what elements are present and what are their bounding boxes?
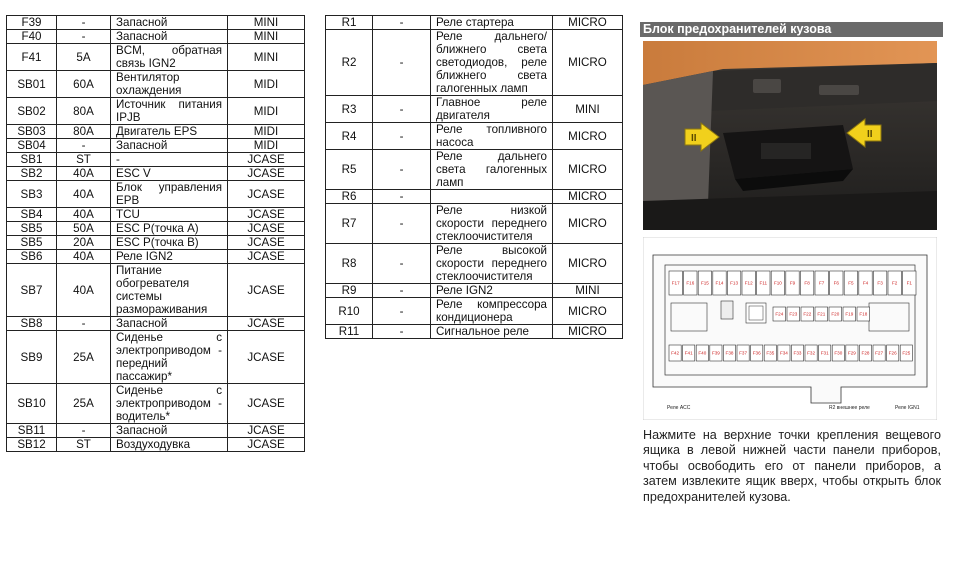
glovebox-photo	[643, 41, 937, 230]
fuse-slot-label: F12	[744, 280, 753, 286]
fuse-type-cell: JCASE	[228, 250, 305, 264]
fuse-type-cell: JCASE	[228, 331, 305, 384]
relay-type-cell: MINI	[553, 284, 623, 298]
relay-table-right	[325, 15, 623, 339]
relay-row	[326, 298, 623, 325]
relay-desc-cell: Сигнальное реле	[431, 325, 553, 339]
fuse-id-cell: SB8	[7, 317, 57, 331]
fuse-row	[7, 250, 305, 264]
fuse-amp-cell: -	[57, 139, 111, 153]
fuse-id-cell: SB03	[7, 125, 57, 139]
relay-row	[326, 16, 623, 30]
relay-type-cell: MICRO	[553, 298, 623, 325]
fuse-box-diagram	[643, 237, 937, 420]
fuse-slot-label: F11	[759, 280, 768, 286]
fuse-slot-label: F22	[803, 311, 812, 317]
relay-id-cell: R3	[326, 96, 373, 123]
relay-type-cell: MICRO	[553, 325, 623, 339]
fuse-row	[7, 167, 305, 181]
relay-desc-cell: Реле топливного насоса	[431, 123, 553, 150]
fuse-desc-cell: BCM, обратная связь IGN2	[111, 44, 228, 71]
fuse-slot-label: F34	[779, 350, 788, 356]
relay-desc-cell: Реле компрессора кондиционера	[431, 298, 553, 325]
fuse-id-cell: SB1	[7, 153, 57, 167]
fuse-type-cell: MIDI	[228, 98, 305, 125]
fuse-amp-cell: -	[57, 424, 111, 438]
fuse-row	[7, 331, 305, 384]
fuse-type-cell: JCASE	[228, 236, 305, 250]
fuse-amp-cell: 80A	[57, 98, 111, 125]
fuse-table-left	[6, 15, 305, 452]
relay-amp-cell: -	[373, 16, 431, 30]
relay-desc-cell: Реле дальнего/ближнего света светодиодов, реле ближнего света галогенных ламп	[431, 30, 553, 96]
relay-row	[326, 190, 623, 204]
fuse-id-cell: SB4	[7, 208, 57, 222]
label-acc-relay: Реле ACC	[667, 405, 691, 411]
fuse-id-cell: SB11	[7, 424, 57, 438]
fuse-type-cell: JCASE	[228, 384, 305, 424]
fuse-slot-label: F16	[686, 280, 695, 286]
relay-id-cell: R4	[326, 123, 373, 150]
fuse-slot-label: F25	[902, 350, 911, 356]
fuse-amp-cell: 50A	[57, 222, 111, 236]
fuse-type-cell: MIDI	[228, 125, 305, 139]
fuse-desc-cell: Источник питания IPJB	[111, 98, 228, 125]
svg-text:II: II	[867, 129, 873, 140]
fuse-slot-label: F7	[819, 280, 825, 286]
fuse-slot-label: F20	[831, 311, 840, 317]
fuse-row	[7, 236, 305, 250]
relay-id-cell: R2	[326, 30, 373, 96]
fuse-type-cell: JCASE	[228, 153, 305, 167]
relay-row	[326, 96, 623, 123]
fuse-row	[7, 153, 305, 167]
fuse-id-cell: SB2	[7, 167, 57, 181]
label-ign1-relay: Реле IGN1	[895, 405, 920, 411]
relay-id-cell: R5	[326, 150, 373, 190]
fuse-slot-label: F33	[793, 350, 802, 356]
relay-row	[326, 150, 623, 190]
fuse-slot-label: F29	[847, 350, 856, 356]
fuse-type-cell: MIDI	[228, 139, 305, 153]
fuse-id-cell: SB12	[7, 438, 57, 452]
relay-desc-cell: Реле низкой скорости переднего стеклоочистителя	[431, 204, 553, 244]
fuse-row	[7, 264, 305, 317]
fuse-desc-cell: Воздуходувка	[111, 438, 228, 452]
fuse-desc-cell: TCU	[111, 208, 228, 222]
relay-id-cell: R10	[326, 298, 373, 325]
relay-id-cell: R8	[326, 244, 373, 284]
fuse-row	[7, 44, 305, 71]
fuse-amp-cell: -	[57, 317, 111, 331]
relay-amp-cell: -	[373, 96, 431, 123]
relay-type-cell: MICRO	[553, 150, 623, 190]
relay-amp-cell: -	[373, 244, 431, 284]
fuse-slot-label: F6	[833, 280, 839, 286]
fuse-id-cell: F41	[7, 44, 57, 71]
fuse-slot-label: F19	[845, 311, 854, 317]
fuse-slot-label: F8	[804, 280, 810, 286]
relay-row	[326, 325, 623, 339]
fuse-slot-label: F40	[698, 350, 707, 356]
relay-id-cell: R1	[326, 16, 373, 30]
fuse-amp-cell: -	[57, 30, 111, 44]
fuse-amp-cell: 20A	[57, 236, 111, 250]
relay-id-cell: R11	[326, 325, 373, 339]
fuse-amp-cell: ST	[57, 438, 111, 452]
fuse-slot-label: F27	[875, 350, 884, 356]
fuse-id-cell: SB9	[7, 331, 57, 384]
fuse-slot-label: F3	[877, 280, 883, 286]
fuse-slot-label: F23	[789, 311, 798, 317]
fuse-type-cell: JCASE	[228, 181, 305, 208]
fuse-slot-label: F26	[888, 350, 897, 356]
fuse-desc-cell: Запасной	[111, 139, 228, 153]
relay-row	[326, 123, 623, 150]
fuse-slot-label: F10	[773, 280, 782, 286]
fuse-amp-cell: 40A	[57, 264, 111, 317]
fuse-id-cell: SB3	[7, 181, 57, 208]
fuse-row	[7, 384, 305, 424]
fuse-type-cell: JCASE	[228, 208, 305, 222]
relay-id-cell: R7	[326, 204, 373, 244]
fuse-amp-cell: -	[57, 16, 111, 30]
fuse-id-cell: SB01	[7, 71, 57, 98]
fuse-row	[7, 71, 305, 98]
fuse-amp-cell: 40A	[57, 181, 111, 208]
fuse-type-cell: JCASE	[228, 317, 305, 331]
fuse-desc-cell: Запасной	[111, 424, 228, 438]
relay-row	[326, 244, 623, 284]
fuse-amp-cell: 40A	[57, 167, 111, 181]
fuse-slot-label: F42	[671, 350, 680, 356]
relay-row	[326, 284, 623, 298]
fuse-row	[7, 16, 305, 30]
relay-type-cell: MICRO	[553, 244, 623, 284]
fuse-amp-cell: 40A	[57, 250, 111, 264]
relay-id-cell: R9	[326, 284, 373, 298]
fuse-slot-label: F28	[861, 350, 870, 356]
fuse-slot-label: F30	[834, 350, 843, 356]
relay-amp-cell: -	[373, 298, 431, 325]
panel-title: Блок предохранителей кузова	[640, 22, 943, 37]
fuse-row	[7, 208, 305, 222]
fuse-id-cell: SB04	[7, 139, 57, 153]
relay-amp-cell: -	[373, 204, 431, 244]
fuse-type-cell: MIDI	[228, 71, 305, 98]
fuse-desc-cell: Двигатель EPS	[111, 125, 228, 139]
relay-amp-cell: -	[373, 30, 431, 96]
relay-amp-cell: -	[373, 325, 431, 339]
fuse-id-cell: F39	[7, 16, 57, 30]
fuse-desc-cell: Блок управления EPB	[111, 181, 228, 208]
relay-type-cell: MICRO	[553, 190, 623, 204]
fuse-desc-cell: Запасной	[111, 317, 228, 331]
fuse-amp-cell: 25A	[57, 331, 111, 384]
fuse-slot-label: F5	[848, 280, 854, 286]
fuse-slot-label: F41	[684, 350, 693, 356]
relay-row	[326, 204, 623, 244]
fuse-slot-label: F4	[862, 280, 869, 286]
relay-type-cell: MICRO	[553, 16, 623, 30]
relay-amp-cell: -	[373, 284, 431, 298]
fuse-slot-label: F15	[700, 280, 709, 286]
relay-desc-cell	[431, 190, 553, 204]
fuse-type-cell: MINI	[228, 16, 305, 30]
fuse-slot-label: F18	[859, 311, 868, 317]
fuse-row	[7, 181, 305, 208]
fuse-row	[7, 222, 305, 236]
fuse-slot-label: F35	[766, 350, 775, 356]
relay-type-cell: MICRO	[553, 30, 623, 96]
fuse-slot-label: F13	[730, 280, 739, 286]
fuse-type-cell: MINI	[228, 30, 305, 44]
fuse-slot-label: F24	[775, 311, 784, 317]
fuse-slot-label: F36	[752, 350, 761, 356]
fuse-row	[7, 438, 305, 452]
svg-text:II: II	[691, 133, 697, 144]
fuse-desc-cell: ESC P(точка A)	[111, 222, 228, 236]
fuse-amp-cell: ST	[57, 153, 111, 167]
fuse-slot-label: F17	[671, 280, 680, 286]
fuse-id-cell: F40	[7, 30, 57, 44]
fuse-desc-cell: ESC V	[111, 167, 228, 181]
fuse-slot-label: F31	[820, 350, 829, 356]
instruction-text: Нажмите на верхние точки крепления вещевого ящика в левой нижней части панели приборов, чтобы освободить его от панели приборов, а затем извлеките ящик вверх, чтобы открыть блок предохранителей кузова.	[643, 428, 941, 504]
fuse-desc-cell: Запасной	[111, 16, 228, 30]
fuse-type-cell: JCASE	[228, 167, 305, 181]
fuse-slot-label: F1	[906, 280, 912, 286]
fuse-desc-cell: -	[111, 153, 228, 167]
fuse-slot-label: F9	[789, 280, 796, 286]
fuse-row	[7, 98, 305, 125]
fuse-id-cell: SB5	[7, 222, 57, 236]
fuse-slot-label: F2	[892, 280, 898, 286]
relay-id-cell: R6	[326, 190, 373, 204]
fuse-row	[7, 424, 305, 438]
relay-desc-cell: Реле стартера	[431, 16, 553, 30]
fuse-desc-cell: Вентилятор охлаждения	[111, 71, 228, 98]
fuse-type-cell: JCASE	[228, 222, 305, 236]
relay-desc-cell: Главное реле двигателя	[431, 96, 553, 123]
fuse-type-cell: JCASE	[228, 438, 305, 452]
relay-amp-cell: -	[373, 150, 431, 190]
fuse-amp-cell: 60A	[57, 71, 111, 98]
fuse-desc-cell: Реле IGN2	[111, 250, 228, 264]
fuse-row	[7, 317, 305, 331]
fuse-desc-cell: Сиденье с электроприводом - передний пассажир*	[111, 331, 228, 384]
relay-amp-cell: -	[373, 123, 431, 150]
relay-type-cell: MICRO	[553, 204, 623, 244]
fuse-slot-label: F14	[715, 280, 724, 286]
fuse-slot-label: F32	[807, 350, 816, 356]
fuse-row	[7, 30, 305, 44]
fuse-desc-cell: Питание обогревателя системы размораживания	[111, 264, 228, 317]
relay-desc-cell: Реле IGN2	[431, 284, 553, 298]
relay-desc-cell: Реле высокой скорости переднего стеклоочистителя	[431, 244, 553, 284]
fuse-id-cell: SB5	[7, 236, 57, 250]
fuse-amp-cell: 40A	[57, 208, 111, 222]
relay-type-cell: MICRO	[553, 123, 623, 150]
fuse-amp-cell: 25A	[57, 384, 111, 424]
fuse-type-cell: MINI	[228, 44, 305, 71]
fuse-row	[7, 125, 305, 139]
fuse-slot-label: F37	[739, 350, 748, 356]
fuse-desc-cell: Запасной	[111, 30, 228, 44]
label-r2-external: R2 внешнее реле	[829, 405, 870, 411]
relay-amp-cell: -	[373, 190, 431, 204]
relay-desc-cell: Реле дальнего света галогенных ламп	[431, 150, 553, 190]
fuse-desc-cell: Сиденье с электроприводом - водитель*	[111, 384, 228, 424]
relay-row	[326, 30, 623, 96]
fuse-type-cell: JCASE	[228, 264, 305, 317]
relay-type-cell: MINI	[553, 96, 623, 123]
fuse-slot-label: F21	[817, 311, 826, 317]
fuse-slot-label: F38	[725, 350, 734, 356]
fuse-desc-cell: ESC P(точка B)	[111, 236, 228, 250]
fuse-amp-cell: 5A	[57, 44, 111, 71]
fuse-slot-label: F39	[711, 350, 720, 356]
fuse-id-cell: SB02	[7, 98, 57, 125]
fuse-type-cell: JCASE	[228, 424, 305, 438]
fuse-id-cell: SB10	[7, 384, 57, 424]
fuse-row	[7, 139, 305, 153]
fuse-id-cell: SB7	[7, 264, 57, 317]
fuse-id-cell: SB6	[7, 250, 57, 264]
fuse-amp-cell: 80A	[57, 125, 111, 139]
